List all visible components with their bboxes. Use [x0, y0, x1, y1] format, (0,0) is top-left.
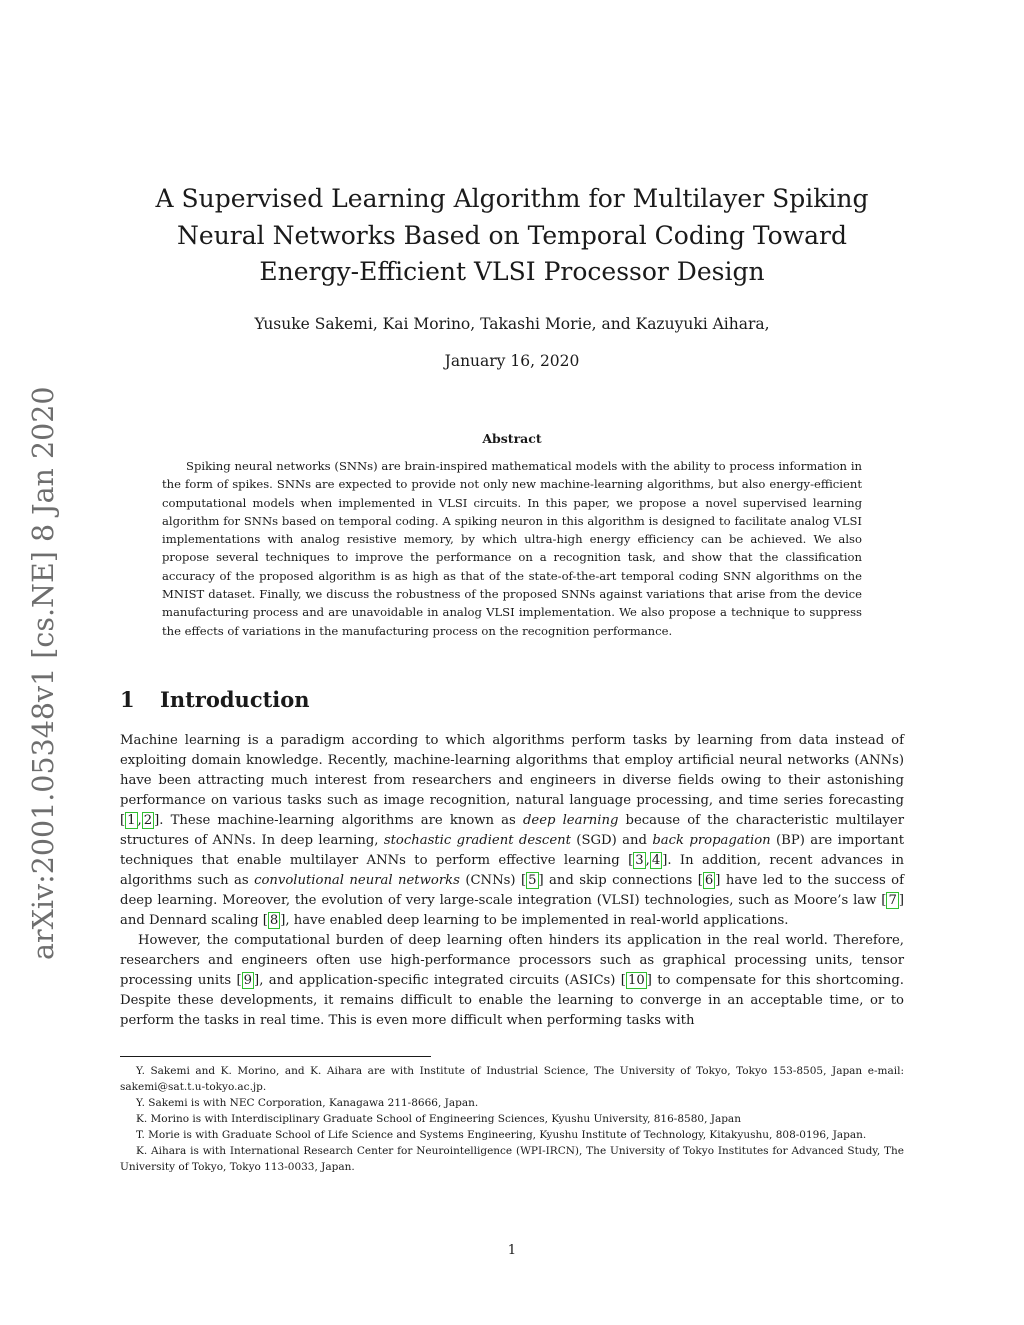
- footnote: Y. Sakemi is with NEC Corporation, Kanagawa 211-8666, Japan.: [136, 1097, 479, 1109]
- text-run: ]. These machine-learning algorithms are known as: [154, 813, 523, 828]
- text-run: (BP) are important techniques that enable multilayer ANNs to perform effective learning [: [120, 833, 904, 868]
- intro-paragraph-1: [120, 731, 904, 931]
- footnotes: [120, 1063, 904, 1175]
- citation-link[interactable]: 6: [704, 873, 714, 888]
- abstract-body: Spiking neural networks (SNNs) are brain-inspired mathematical models with the ability to process information in the form of spikes. SNNs are expected to provide not only new machine-learning algorithms, but also energy-efficient computational models when implemented in VLSI circuits. In this paper, we propose a novel supervised learning algorithm for SNNs based on temporal coding. A spiking neuron in this algorithm is designed to facilitate analog VLSI implementations with analog resistive memory, by which ultra-high energy efficiency can be achieved. We also propose several techniques to improve the performance on a recognition task, and show that the classification accuracy of the proposed algorithm is as high as that of the state-of-the-art temporal coding SNN algorithms on the MNIST dataset. Finally, we discuss the robustness of the proposed SNNs against variations that arise from the device manufacturing process and are unavoidable in analog VLSI implementation. We also propose a technique to suppress the effects of variations in the manufacturing process on the recognition performance.: [162, 459, 862, 638]
- text-run: ] have led to the success of deep learning. Moreover, the evolution of very large-scale integration (VLSI) technologies, such as Moore’s law [: [120, 873, 904, 908]
- text-run: (SGD) and: [570, 833, 653, 848]
- emphasis: convolutional neural networks: [254, 873, 460, 888]
- paper-title: A Supervised Learning Algorithm for Multilayer Spiking Neural Networks Based on Temporal Coding Toward Energy-Efficient VLSI Processor Design: [155, 184, 869, 286]
- citation-link[interactable]: 7: [888, 893, 897, 908]
- arxiv-identifier-text: arXiv:2001.05348v1 [cs.NE] 8 Jan 2020: [27, 386, 60, 960]
- text-run: ] and skip connections [: [538, 873, 703, 888]
- text-run: ]. In addition, recent advances in algorithms such as: [120, 853, 904, 888]
- footnote: K. Aihara is with International Research Center for Neurointelligence (WPI-IRCN), The University of Tokyo Institutes for Advanced Study, The University of Tokyo, Tokyo 113-0033, Japan.: [120, 1145, 904, 1173]
- text-run: ], have enabled deep learning to be implemented in real-world applications.: [280, 913, 789, 928]
- text-run: (CNNs) [: [459, 873, 527, 888]
- section-title: Introduction: [160, 687, 310, 712]
- footnote-divider: [120, 1056, 431, 1057]
- citation-link[interactable]: 5: [528, 873, 537, 888]
- text-run: because of the characteristic multilayer structures of ANNs. In deep learning,: [120, 813, 904, 848]
- introduction-body: [120, 731, 904, 1031]
- emphasis: back propagation: [652, 833, 771, 848]
- citation-link[interactable]: 3: [635, 853, 644, 868]
- text-run: However, the computational burden of deep learning often hinders its application in the real world. Therefore, researchers and engineers often use high-performance processors such as graphical processing units, tensor processing units [: [120, 933, 904, 988]
- emphasis: deep learning: [522, 813, 619, 828]
- section-heading: [120, 686, 310, 714]
- footnote: K. Morino is with Interdisciplinary Graduate School of Engineering Sciences, Kyushu University, 816-8580, Japan: [136, 1113, 741, 1125]
- text-run: ,: [645, 853, 650, 868]
- abstract-heading: Abstract: [482, 431, 542, 446]
- emphasis: stochastic gradient descent: [383, 833, 571, 848]
- publication-date: January 16, 2020: [444, 352, 580, 370]
- text-run: Machine learning is a paradigm according to which algorithms perform tasks by learning from data instead of exploiting domain knowledge. Recently, machine-learning algorithms that employ artificial neural networks (ANNs) have been attracting much interest from researchers and engineers in diverse fields owing to their astonishing performance on various tasks such as image recognition, natural language processing, and time series forecasting [: [120, 733, 904, 828]
- text-run: ,: [137, 813, 142, 828]
- citation-link[interactable]: 10: [627, 973, 645, 988]
- section-number: 1: [120, 687, 135, 712]
- text-run: ] and Dennard scaling [: [120, 893, 904, 928]
- citation-link[interactable]: 9: [243, 973, 253, 988]
- footnote: Y. Sakemi and K. Morino, and K. Aihara are with Institute of Industrial Science, The University of Tokyo, Tokyo 153-8505, Japan e-mail: sakemi@sat.t.u-tokyo.ac.jp.: [120, 1065, 904, 1093]
- citation-link[interactable]: 4: [651, 853, 661, 868]
- text-run: ], and application-specific integrated circuits (ASICs) [: [254, 973, 626, 988]
- text-run: ] to compensate for this shortcoming. Despite these developments, it remains difficult to enable the learning to converge in an acceptable time, or to perform the tasks in real time. This is even more difficult when performing tasks with: [120, 973, 904, 1028]
- intro-paragraph-2: [120, 931, 904, 1031]
- citation-link[interactable]: 1: [127, 813, 136, 828]
- citation-link[interactable]: 2: [143, 813, 153, 828]
- footnote: T. Morie is with Graduate School of Life Science and Systems Engineering, Kyushu Institute of Technology, Kitakyushu, 808-0196, Japan.: [136, 1129, 867, 1141]
- arxiv-identifier-stamp: [24, 370, 64, 960]
- author-list: Yusuke Sakemi, Kai Morino, Takashi Morie, and Kazuyuki Aihara,: [254, 315, 770, 333]
- page-number: 1: [507, 1243, 517, 1258]
- citation-link[interactable]: 8: [269, 913, 279, 928]
